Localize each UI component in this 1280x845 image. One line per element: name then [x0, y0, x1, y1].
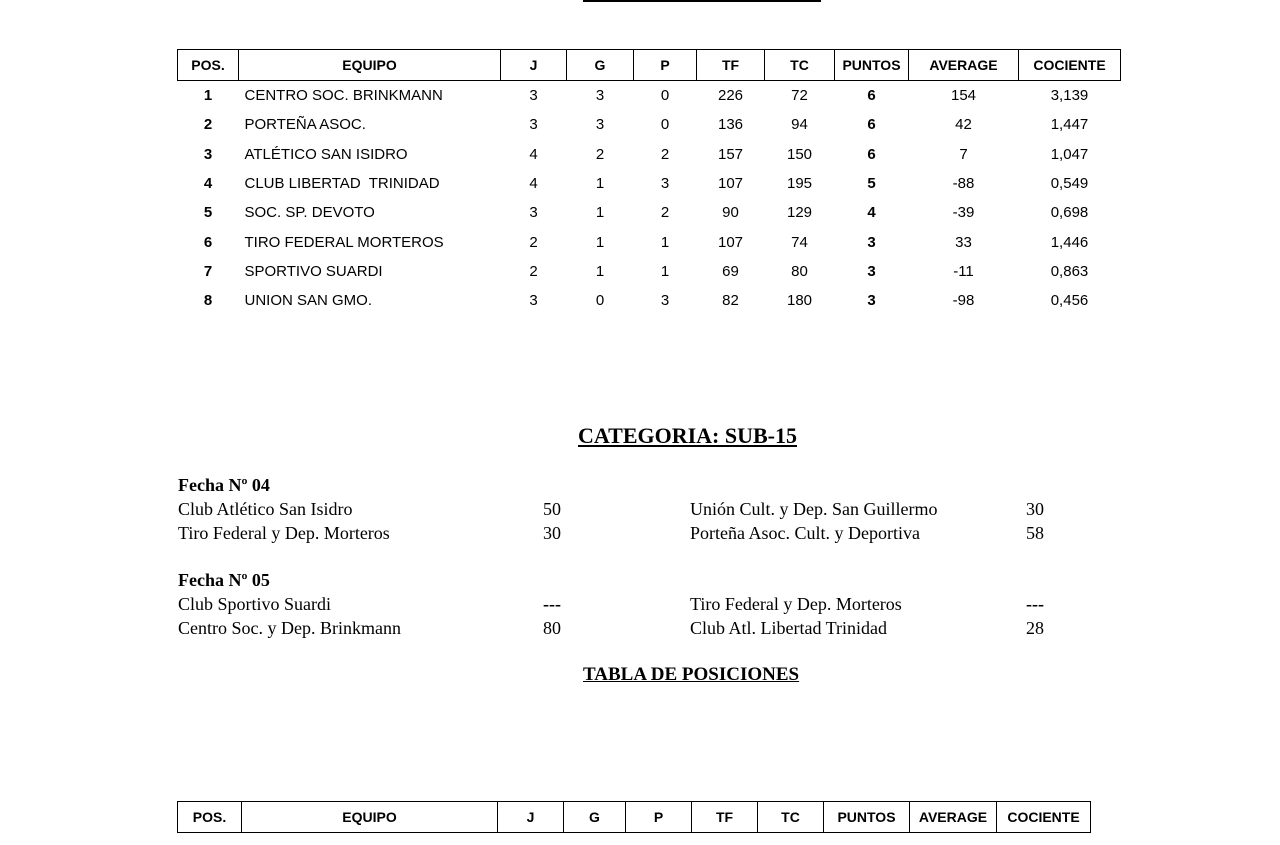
cell-puntos: 6 — [867, 116, 876, 134]
cell-cociente: 1,447 — [1050, 116, 1089, 134]
cell-pos: 7 — [203, 262, 213, 280]
cell-team: ATLÉTICO SAN ISIDRO — [244, 145, 408, 163]
cell-pos: 5 — [203, 204, 213, 222]
table-header-row — [178, 50, 1121, 81]
cell-j: 2 — [529, 262, 538, 280]
cell-pos: 8 — [203, 292, 213, 310]
match-away-score: 58 — [1026, 523, 1044, 543]
cell-j: 3 — [529, 116, 538, 134]
header-average: AVERAGE — [909, 50, 1019, 81]
table-row — [178, 140, 1121, 169]
cell-j: 4 — [529, 145, 538, 163]
cell-puntos: 3 — [867, 233, 876, 251]
cell-tf: 136 — [717, 116, 744, 134]
cell-tc: 180 — [786, 292, 813, 310]
category-title: CATEGORIA: SUB-15 — [578, 423, 798, 448]
cell-cociente: 1,446 — [1050, 233, 1089, 251]
table-row — [178, 81, 1121, 111]
cell-team: SOC. SP. DEVOTO — [244, 204, 375, 222]
cell-j: 4 — [529, 175, 538, 193]
match-home-score: 50 — [543, 499, 561, 519]
fecha-05-label: Fecha Nº 05 — [178, 570, 270, 590]
header-equipo: EQUIPO — [242, 802, 498, 833]
header-pos: POS. — [178, 802, 242, 833]
header-equipo: EQUIPO — [239, 50, 501, 81]
cell-p: 2 — [660, 145, 670, 163]
cell-p: 3 — [660, 292, 670, 310]
cell-cociente: 0,456 — [1050, 292, 1089, 310]
match-away-team: Unión Cult. y Dep. San Guillermo — [690, 499, 938, 519]
cell-puntos: 6 — [867, 87, 876, 105]
header-tc: TC — [758, 802, 824, 833]
cell-g: 3 — [595, 116, 605, 134]
table-row — [178, 257, 1121, 286]
cell-g: 0 — [595, 292, 605, 310]
match-away-team: Club Atl. Libertad Trinidad — [690, 618, 888, 638]
table-row — [178, 227, 1121, 256]
table-row — [178, 198, 1121, 227]
header-puntos: PUNTOS — [824, 802, 910, 833]
cell-tf: 69 — [722, 262, 739, 280]
cell-g: 1 — [595, 204, 605, 222]
header-j: J — [498, 802, 564, 833]
cell-tf: 82 — [722, 292, 739, 310]
cell-p: 1 — [660, 262, 670, 280]
cell-puntos: 6 — [867, 145, 876, 163]
cell-pos: 6 — [203, 233, 213, 251]
table-row — [178, 110, 1121, 139]
cell-j: 3 — [529, 87, 538, 105]
cell-j: 3 — [529, 292, 538, 310]
header-tc: TC — [765, 50, 835, 81]
match-away-team: Porteña Asoc. Cult. y Deportiva — [690, 523, 920, 543]
cell-pos: 3 — [203, 145, 213, 163]
cell-team: UNION SAN GMO. — [244, 292, 373, 310]
table-row — [178, 286, 1121, 315]
match-home-score: --- — [543, 594, 561, 614]
cell-puntos: 3 — [867, 262, 876, 280]
cell-average: 7 — [959, 145, 968, 163]
cell-cociente: 3,139 — [1050, 87, 1089, 105]
cell-g: 3 — [595, 87, 605, 105]
cell-tc: 74 — [791, 233, 808, 251]
cell-p: 0 — [660, 87, 670, 105]
header-p: P — [626, 802, 692, 833]
match-home-team: Club Sportivo Suardi — [178, 594, 332, 614]
positions-title: TABLA DE POSICIONES — [583, 664, 800, 685]
cell-tc: 72 — [791, 87, 808, 105]
header-cociente: COCIENTE — [997, 802, 1091, 833]
match-away-score: 30 — [1026, 499, 1044, 519]
cell-average: 33 — [955, 233, 972, 251]
match-away-team: Tiro Federal y Dep. Morteros — [690, 594, 902, 614]
cell-p: 3 — [660, 175, 670, 193]
header-average: AVERAGE — [910, 802, 997, 833]
cell-cociente: 1,047 — [1050, 145, 1089, 163]
header-g: G — [567, 50, 634, 81]
cell-g: 1 — [595, 233, 605, 251]
match-home-score: 30 — [543, 523, 561, 543]
cell-tf: 157 — [717, 145, 744, 163]
header-tf: TF — [697, 50, 765, 81]
cell-j: 2 — [529, 233, 538, 251]
cell-team: TIRO FEDERAL MORTEROS — [244, 233, 444, 251]
cell-average: -98 — [952, 292, 975, 310]
match-away-score: --- — [1026, 594, 1044, 614]
header-pos: POS. — [178, 50, 239, 81]
match-away-score: 28 — [1026, 618, 1044, 638]
cell-team: PORTEÑA ASOC. — [244, 116, 366, 134]
cell-tc: 94 — [791, 116, 808, 134]
cell-tc: 195 — [786, 175, 813, 193]
table-row — [178, 169, 1121, 198]
cell-p: 0 — [660, 116, 670, 134]
cell-g: 2 — [595, 145, 605, 163]
cell-tf: 90 — [722, 204, 739, 222]
match-home-team: Club Atlético San Isidro — [178, 499, 353, 519]
cell-j: 3 — [529, 204, 538, 222]
cell-p: 2 — [660, 204, 670, 222]
match-home-team: Centro Soc. y Dep. Brinkmann — [178, 618, 401, 638]
cell-tf: 107 — [717, 233, 744, 251]
cell-tc: 150 — [786, 145, 813, 163]
cell-cociente: 0,698 — [1050, 204, 1089, 222]
cell-pos: 2 — [203, 116, 213, 134]
match-home-team: Tiro Federal y Dep. Morteros — [178, 523, 390, 543]
cell-cociente: 0,863 — [1050, 262, 1089, 280]
header-p: P — [634, 50, 697, 81]
cell-average: 154 — [950, 87, 977, 105]
cell-p: 1 — [660, 233, 670, 251]
cell-pos: 1 — [203, 87, 213, 105]
fecha-04-label: Fecha Nº 04 — [178, 475, 270, 495]
cell-average: -11 — [953, 262, 974, 280]
cell-g: 1 — [595, 175, 605, 193]
header-cociente: COCIENTE — [1019, 50, 1121, 81]
cell-tc: 129 — [786, 204, 813, 222]
cell-puntos: 3 — [867, 292, 876, 310]
cell-team: CLUB LIBERTAD TRINIDAD — [244, 175, 440, 193]
cell-puntos: 5 — [867, 175, 876, 193]
header-tf: TF — [692, 802, 758, 833]
standings-table-2 — [177, 801, 1091, 833]
cell-team: CENTRO SOC. BRINKMANN — [244, 87, 443, 105]
cell-team: SPORTIVO SUARDI — [244, 262, 383, 280]
table-header-row — [178, 802, 1091, 833]
cell-tc: 80 — [791, 262, 808, 280]
cell-average: -88 — [952, 175, 975, 193]
header-puntos: PUNTOS — [835, 50, 909, 81]
cell-cociente: 0,549 — [1050, 175, 1089, 193]
match-home-score: 80 — [543, 618, 561, 638]
header-g: G — [564, 802, 626, 833]
title-underline-fragment — [583, 0, 821, 2]
cell-average: 42 — [955, 116, 972, 134]
cell-pos: 4 — [203, 175, 213, 193]
standings-table-1 — [177, 49, 1121, 315]
cell-tf: 226 — [717, 87, 744, 105]
cell-average: -39 — [952, 204, 975, 222]
cell-puntos: 4 — [867, 204, 876, 222]
cell-g: 1 — [595, 262, 605, 280]
header-j: J — [501, 50, 567, 81]
cell-tf: 107 — [717, 175, 744, 193]
